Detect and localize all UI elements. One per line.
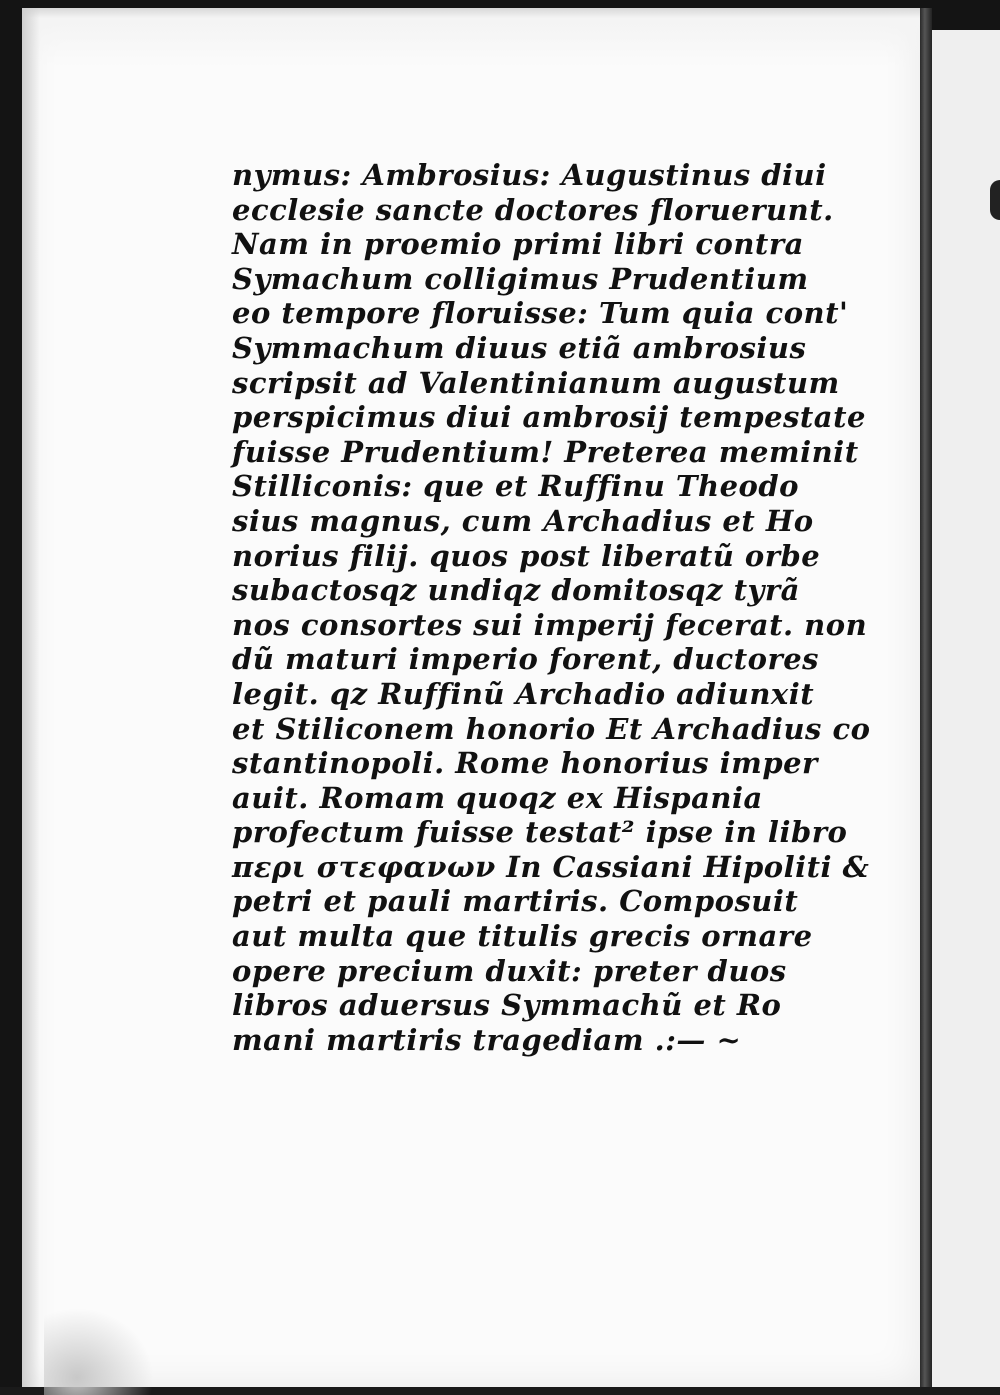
manuscript-text — [232, 158, 871, 1057]
page-left-edge — [22, 8, 40, 1387]
thumb-shadow — [44, 1308, 154, 1395]
text-line: περι στεφανων In Cassiani Hipoliti & — [232, 849, 870, 884]
book-gutter — [920, 8, 932, 1387]
text-line: auit. Romam quoqz ex Hispania — [232, 780, 763, 815]
text-line: nymus: Ambrosius: Augustinus diui — [232, 158, 827, 192]
text-line: legit. qz Ruffinũ Archadio adiunxit — [232, 676, 815, 711]
text-line: subactosqz undiqz domitosqz tyrã — [232, 573, 800, 608]
text-line: opere precium duxit: preter duos — [232, 953, 787, 988]
text-line: stantinopoli. Rome honorius imper — [232, 746, 818, 781]
text-line: dũ maturi imperio forent, ductores — [232, 642, 820, 677]
text-line: sius magnus, cum Archadius et Ho — [232, 503, 814, 538]
facing-page-ink-mark — [990, 180, 1000, 220]
text-line: mani martiris tragediam .:— ~ — [232, 1022, 742, 1057]
text-line: et Stiliconem honorio Et Archadius co — [232, 711, 871, 746]
text-line: Symachum colligimus Prudentium — [232, 261, 809, 296]
text-line: libros aduersus Symmachũ et Ro — [232, 988, 782, 1023]
text-line: Symmachum diuus etiã ambrosius — [232, 330, 807, 365]
text-line: eo tempore floruisse: Tum quia cont' — [232, 296, 849, 331]
text-line: fuisse Prudentium! Preterea meminit — [232, 434, 859, 469]
text-line: aut multa que titulis grecis ornare — [232, 919, 813, 954]
text-line: Stilliconis: que et Ruffinu Theodo — [232, 469, 799, 504]
text-line: ecclesie sancte doctores floruerunt. — [232, 192, 834, 227]
text-line: nos consortes sui imperij fecerat. non — [232, 607, 868, 642]
facing-page-edge — [932, 30, 1000, 1387]
text-line: petri et pauli martiris. Composuit — [232, 884, 799, 919]
page-top-edge — [22, 8, 920, 68]
text-line: profectum fuisse testat² ipse in libro — [232, 815, 848, 850]
text-line: perspicimus diui ambrosij tempestate — [232, 400, 866, 435]
text-line: scripsit ad Valentinianum augustum — [232, 365, 840, 400]
text-line: norius filij. quos post liberatũ orbe — [232, 538, 821, 573]
text-line: Nam in proemio primi libri contra — [232, 227, 804, 262]
